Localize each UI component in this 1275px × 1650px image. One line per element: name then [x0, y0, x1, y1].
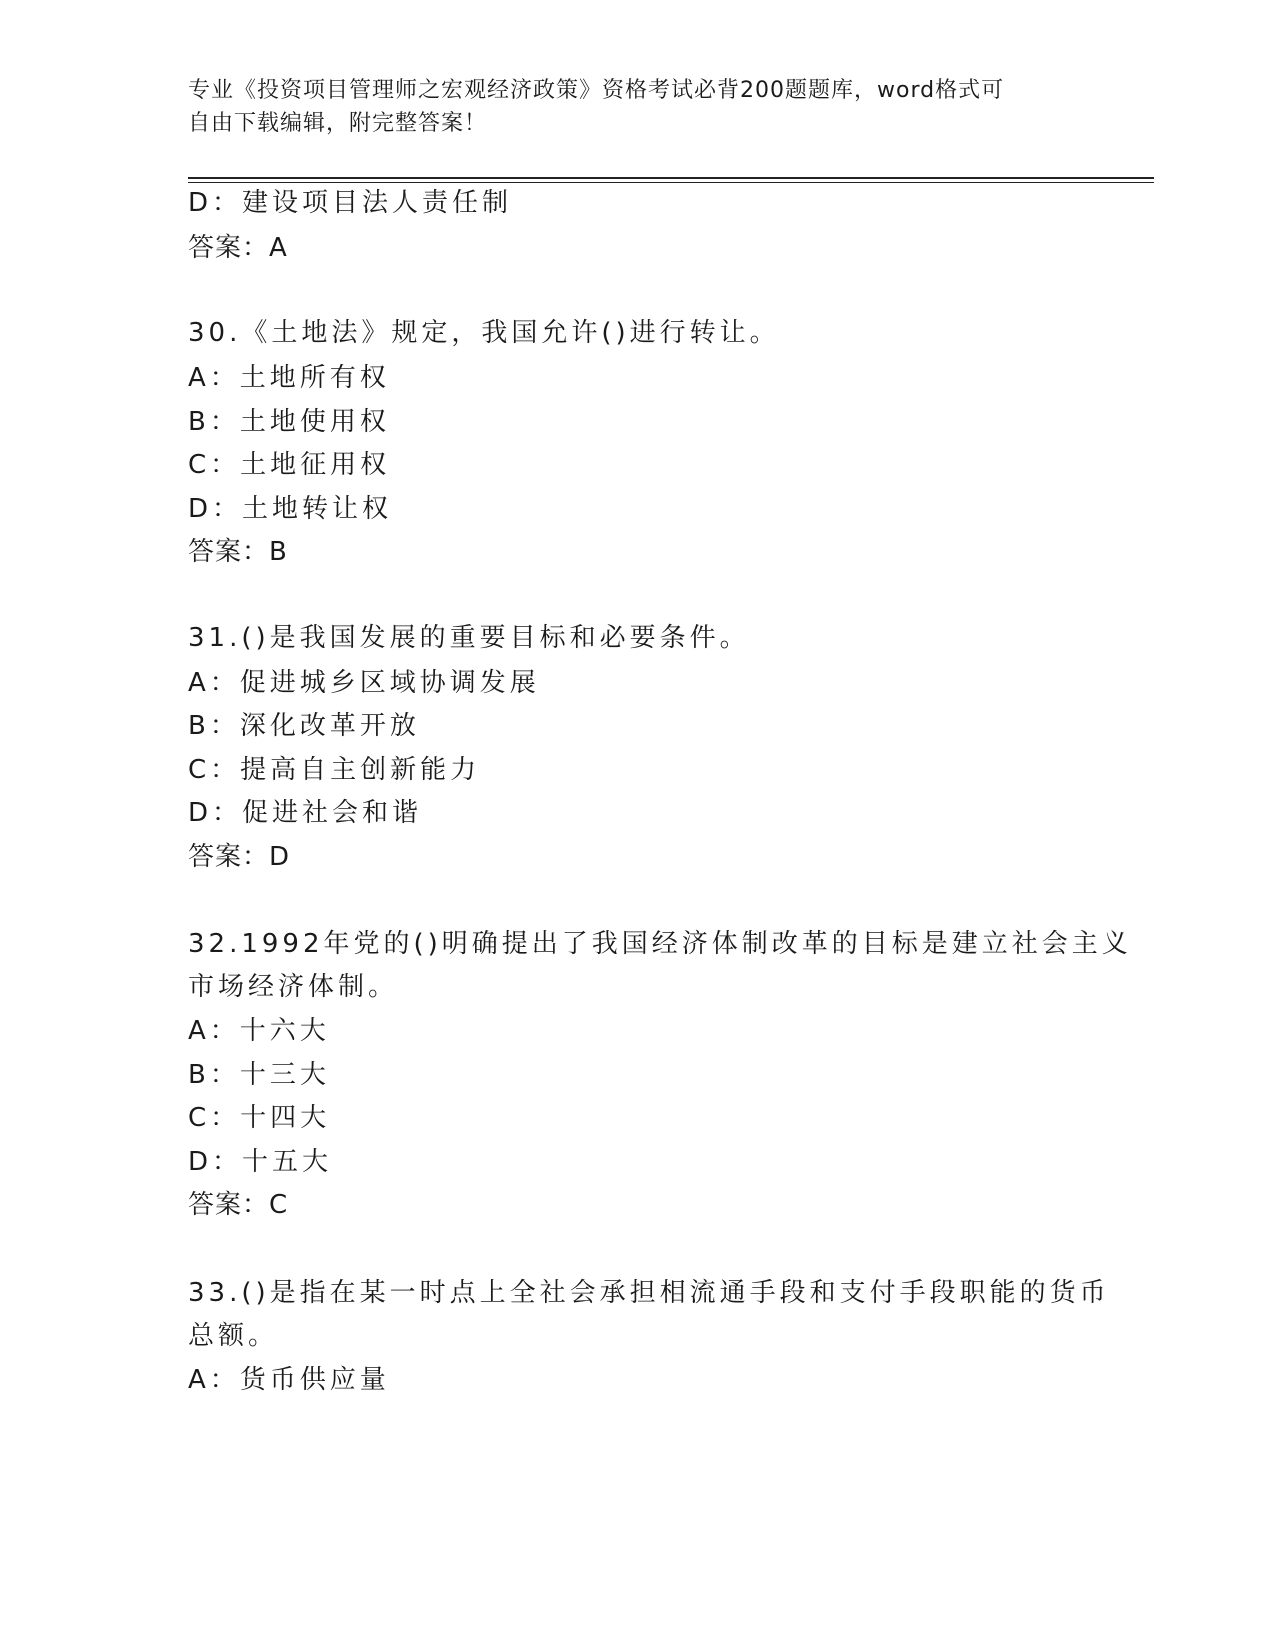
question-30-option-a: A：土地所有权 [188, 363, 390, 393]
question-31-option-a: A：促进城乡区域协调发展 [188, 668, 540, 698]
header-title-line-1: 专业《投资项目管理师之宏观经济政策》资格考试必背200题题库，word格式可 [188, 78, 1005, 103]
question-30-option-d: D：土地转让权 [188, 494, 393, 524]
question-31-answer: 答案：D [188, 842, 291, 872]
question-31-option-d: D：促进社会和谐 [188, 798, 423, 828]
question-32-stem-line-2: 市场经济体制。 [188, 972, 399, 1002]
question-30-option-b: B：土地使用权 [188, 407, 390, 437]
question-32-option-a: A：十六大 [188, 1016, 330, 1046]
question-31-option-c: C：提高自主创新能力 [188, 755, 481, 785]
question-30-option-c: C：土地征用权 [188, 450, 391, 480]
header-divider-thick [188, 177, 1154, 179]
question-32-stem-line-1: 32.1992年党的()明确提出了我国经济体制改革的目标是建立社会主义 [188, 929, 1132, 959]
question-33-stem-line-1: 33.()是指在某一时点上全社会承担相流通手段和支付手段职能的货币 [188, 1278, 1110, 1308]
question-31-option-b: B：深化改革开放 [188, 711, 420, 741]
question-30-answer: 答案：B [188, 537, 288, 567]
question-31-stem: 31.()是我国发展的重要目标和必要条件。 [188, 623, 750, 653]
question-30-stem: 30.《土地法》规定，我国允许()进行转让。 [188, 318, 780, 348]
question-32-option-d: D：十五大 [188, 1147, 333, 1177]
option-d: D：建设项目法人责任制 [188, 188, 513, 218]
answer-line: 答案：A [188, 233, 288, 263]
question-32-answer: 答案：C [188, 1190, 289, 1220]
header-title-line-2: 自由下载编辑，附完整答案！ [188, 111, 488, 136]
question-32-option-b: B：十三大 [188, 1060, 330, 1090]
question-32-option-c: C：十四大 [188, 1103, 331, 1133]
document-header [188, 74, 1068, 140]
header-divider-thin [188, 182, 1154, 183]
question-33-stem-line-2: 总额。 [188, 1321, 279, 1351]
question-33-option-a: A：货币供应量 [188, 1365, 390, 1395]
